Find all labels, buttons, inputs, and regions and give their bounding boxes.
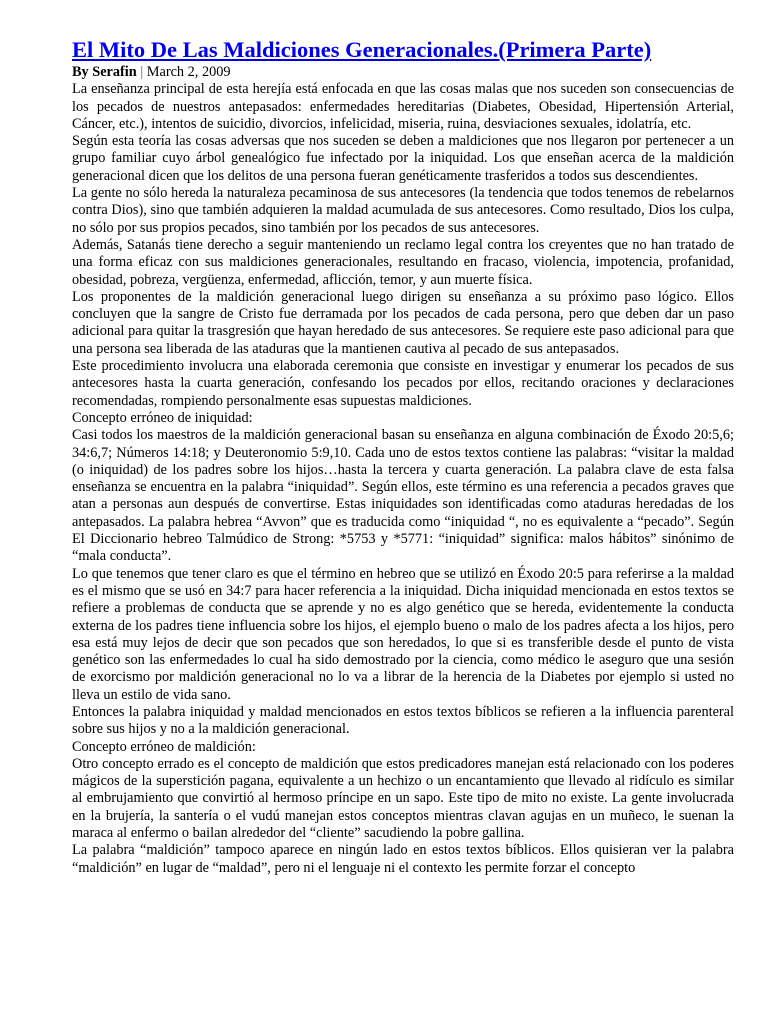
article-title-link[interactable]: El Mito De Las Maldiciones Generacionales.(Primera Parte): [72, 37, 652, 62]
section-heading-iniquity: Concepto erróneo de iniquidad:: [72, 409, 253, 426]
paragraph-6: Este procedimiento involucra una elaborada ceremonia que consiste en investigar y enumerar los pecados de sus antecesores hasta la cuarta generación, confesando los pecados por ellos, recitando oraciones y declaraciones recomendadas, rompiendo personalmente esas supuestas maldiciones.: [72, 358, 734, 409]
publish-date: March 2, 2009: [146, 64, 231, 80]
article: [72, 36, 734, 877]
paragraph-3: La gente no sólo hereda la naturaleza pecaminosa de sus antecesores (la tendencia que todos tenemos de rebelarnos contra Dios), sino que también adquieren la maldad acumulada de sus antecesores. Como resultado, Dios los culpa, no sólo por sus propios pecados, sino también por los pecados de sus antecesores.: [72, 185, 734, 236]
byline-separator: |: [140, 64, 144, 80]
paragraph-11: La palabra “maldición” tampoco aparece en ningún lado en estos textos bíblicos. Ellos quisieran ver la palabra “maldición” en lugar de “maldad”, pero ni el lenguaje ni el contexto les permite forzar el concepto: [72, 842, 734, 876]
paragraph-1: La enseñanza principal de esta herejía está enfocada en que las cosas malas que nos suceden son consecuencias de los pecados de nuestros antepasados: enfermedades hereditarias (Diabetes, Obesidad, Hipertensión Arterial, Cáncer, etc.), intentos de suicidio, divorcios, infelicidad, miseria, ruina, desviaciones sexuales, idolatría, etc.: [72, 81, 734, 132]
paragraph-9: Entonces la palabra iniquidad y maldad mencionados en estos textos bíblicos se refieren a la influencia parenteral sobre sus hijos y no a la maldición generacional.: [72, 703, 734, 738]
article-body: [72, 81, 734, 877]
paragraph-8: Lo que tenemos que tener claro es que el término en hebreo que se utilizó en Éxodo 20:5 para referirse a la maldad es el mismo que se usó en 34:7 para hacer referencia a la iniquidad. Dicha iniquidad mencionada en estos textos se refiere a problemas de conducta que se aprende y no es algo genético que se hereda, evidentemente la conducta externa de los padres tiene influencia sobre los hijos, el ejemplo bueno o malo de los padres afecta a los hijos, pero esa está muy lejos de decir que son pecados que son heredados, lo que si es transferible desde el punto de vista genético son las enfermedades lo cual ha sido demostrado por la ciencia, como médico le aseguro que una sesión de exorcismo por maldición generacional no lo va a librar de la herencia de la Diabetes por ejemplo si usted no lleva un estilo de vida sano.: [72, 565, 734, 703]
paragraph-7: Casi todos los maestros de la maldición generacional basan su enseñanza en alguna combinación de Éxodo 20:5,6; 34:6,7; Números 14:18; y Deuteronomio 5:9,10. Cada uno de estos textos contiene las palabras: “visitar la maldad (o iniquidad) de los padres sobre los hijos…hasta la tercera y cuarta generación. La palabra clave de esta falsa enseñanza se encuentra en la palabra “iniquidad”. Según ellos, este término es una referencia a pecados graves que atan a personas aun después de convertirse. Estas iniquidades son identificadas como ataduras heredadas de los antepasados. La palabra hebrea “Avvon” que es traducida como “iniquidad “, no es equivalente a “pecado”. Según El Diccionario hebreo Talmúdico de Strong: *5753 y *5771: “iniquidad” significa: malos hábitos” sinónimo de “mala conducta”.: [72, 427, 734, 565]
paragraph-10: Otro concepto errado es el concepto de maldición que estos predicadores manejan está relacionado con los poderes mágicos de la superstición pagana, equivalente a un hechizo o un encantamiento que llevado al ridículo es similar al embrujamiento que convirtió al hermoso príncipe en un sapo. Este tipo de mito no existe. La gente involucrada en la brujería, la santería o el vudú manejan estos conceptos mientras clavan agujas en un muñeco, le suenan la maraca al enfermo o bailan alrededor del “cliente” sacudiendo la pobre gallina.: [72, 755, 734, 842]
byline: [72, 64, 734, 81]
paragraph-5: Los proponentes de la maldición generacional luego dirigen su enseñanza a su próximo paso lógico. Ellos concluyen que la sangre de Cristo fue derramada por los pecados de cada persona, pero que deben dar un paso adicional para quitar la trasgresión que hayan heredado de sus antecesores. Se requiere este paso adicional para que una persona sea liberada de las ataduras que la mantienen cautiva al pecado de sus antepasados.: [72, 288, 734, 357]
paragraph-2: Según esta teoría las cosas adversas que nos suceden se deben a maldiciones que nos llegaron por pertenecer a un grupo familiar cuyo árbol genealógico fue infectado por la iniquidad. Los que enseñan acerca de la maldición generacional dicen que los delitos de una persona fueran genéticamente trasferidos a todos sus descendientes.: [72, 133, 734, 184]
author-name: By Serafin: [72, 64, 137, 80]
paragraph-4: Además, Satanás tiene derecho a seguir manteniendo un reclamo legal contra los creyentes que no han tratado de una forma eficaz con sus maldiciones generacionales, resultando en fracaso, violencia, impotencia, profanidad, obesidad, pobreza, vergüenza, enfermedad, aflicción, temor, y aun muerte física.: [72, 236, 734, 288]
section-heading-curse: Concepto erróneo de maldición:: [72, 738, 256, 755]
